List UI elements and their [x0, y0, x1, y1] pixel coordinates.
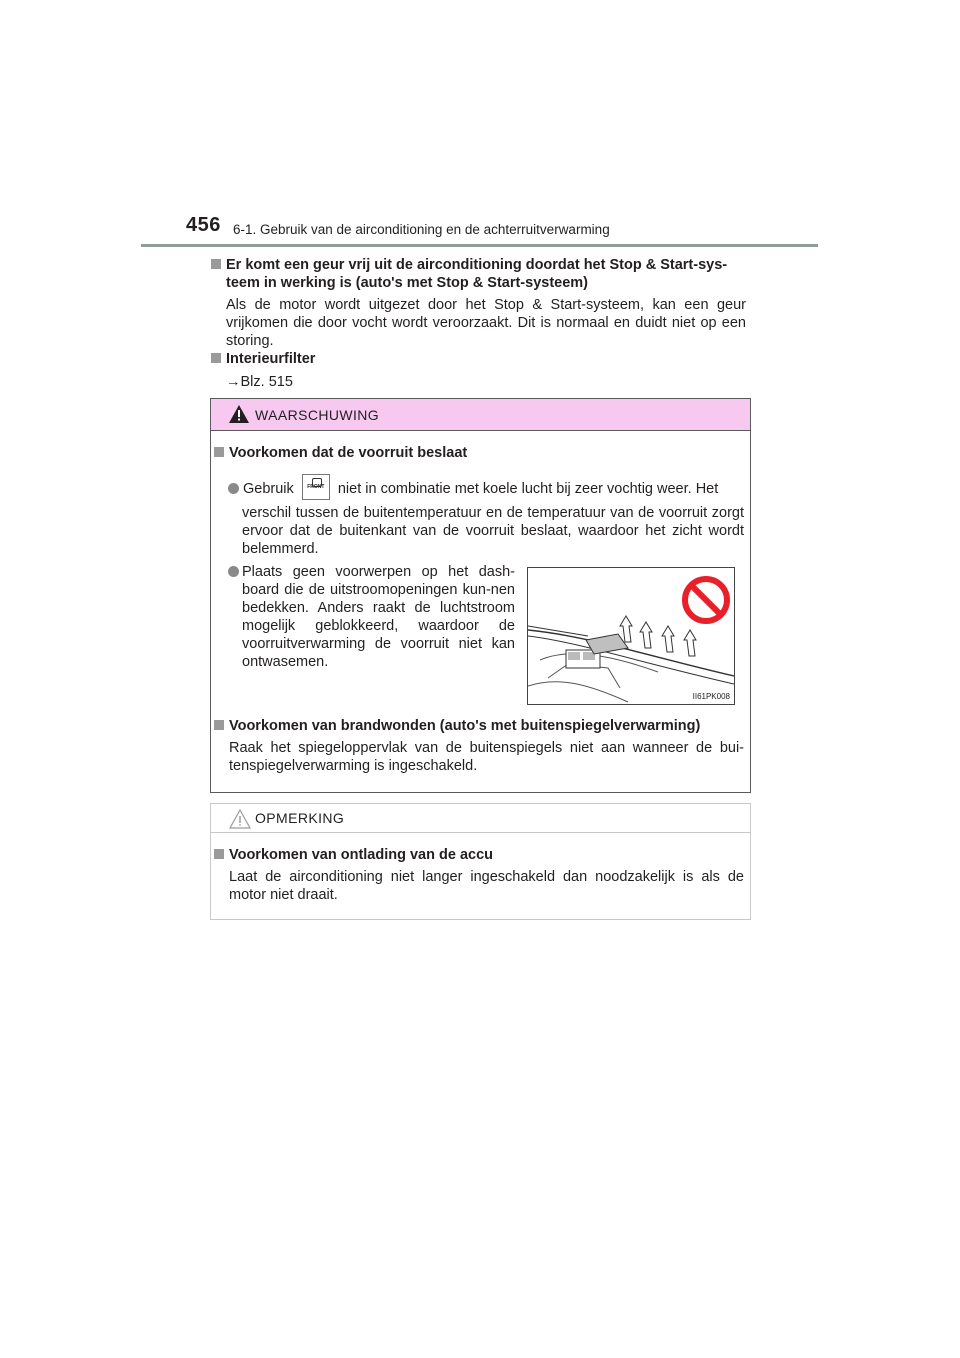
page-number: 456: [186, 214, 221, 236]
note-header: [211, 804, 750, 833]
note-label: OPMERKING: [255, 810, 345, 826]
front-defogger-button-icon: FRONT: [302, 474, 330, 500]
note-section-battery: Voorkomen van ontlading van de accu Laat de airconditioning niet langer ingeschakeld dan noodzakelijk is als de motor niet draait.: [214, 846, 744, 904]
warning-section-fog: [214, 444, 744, 462]
intro-item-heading: Interieurfilter: [226, 351, 316, 367]
warning-bullet-front-defog: Gebruik FRONT niet in combinatie met koele lucht bij zeer vochtig weer. Het verschil tussen de buitentemperatuur en de temperatuur van de voorruit zorgt ervoor dat de buitenkant van de voorruit beslaat, waardoor het zicht wordt belemmerd.: [228, 474, 744, 558]
warning-bullet-dashboard: Plaats geen voorwerpen op het dash-board die de uitstroomopeningen kun-nen bedekken. Anders raakt de luchtstroom mogelijk geblokkeerd, waardoor de voorruitverwarming de voorruit niet kan ontwasemen.: [228, 563, 515, 671]
warning-section-heading: Voorkomen van brandwonden (auto's met buitenspiegelverwarming): [229, 718, 701, 734]
intro-item-heading: Er komt een geur vrij uit de airconditioning doordat het Stop & Start-sys-: [226, 257, 728, 273]
illustration-code: II61PK008: [692, 692, 730, 701]
intro-item-filter: [211, 350, 749, 391]
warning-section-burns: Voorkomen van brandwonden (auto's met buitenspiegelverwarming) Raak het spiegeloppervlak van de buitenspiegels niet aan wanneer de bui-tenspiegelverwarming is ingeschakeld.: [214, 717, 744, 775]
warning-box: [210, 398, 751, 793]
warning-label: WAARSCHUWING: [255, 407, 380, 423]
square-bullet-icon: [214, 447, 224, 457]
caution-triangle-icon: [229, 809, 251, 829]
warning-section-heading: Voorkomen dat de voorruit beslaat: [229, 445, 468, 461]
note-box: [210, 803, 751, 920]
prohibition-sign-icon: [685, 579, 727, 621]
intro-item-heading-cont: teem in werking is (auto's met Stop & Start-systeem): [226, 275, 589, 291]
round-bullet-icon: [228, 483, 239, 494]
page-reference-link[interactable]: →Blz. 515: [226, 374, 293, 390]
dashboard-vent-illustration: [527, 567, 735, 705]
intro-item-body: Als de motor wordt uitgezet door het Stop & Start-systeem, kan een geur vrijkomen die door vocht wordt veroorzaakt. Dit is normaal en duidt niet op een storing.: [226, 297, 746, 349]
intro-item-stop-start: [211, 256, 749, 350]
square-bullet-icon: [211, 259, 221, 269]
section-title: 6-1. Gebruik van de airconditioning en de achterruitverwarming: [233, 222, 610, 237]
square-bullet-icon: [214, 720, 224, 730]
note-section-heading: Voorkomen van ontlading van de accu: [229, 847, 494, 863]
warning-triangle-icon: [229, 405, 249, 423]
header-rule: [141, 244, 818, 247]
warning-header: [211, 399, 750, 431]
square-bullet-icon: [211, 353, 221, 363]
round-bullet-icon: [228, 566, 239, 577]
square-bullet-icon: [214, 849, 224, 859]
